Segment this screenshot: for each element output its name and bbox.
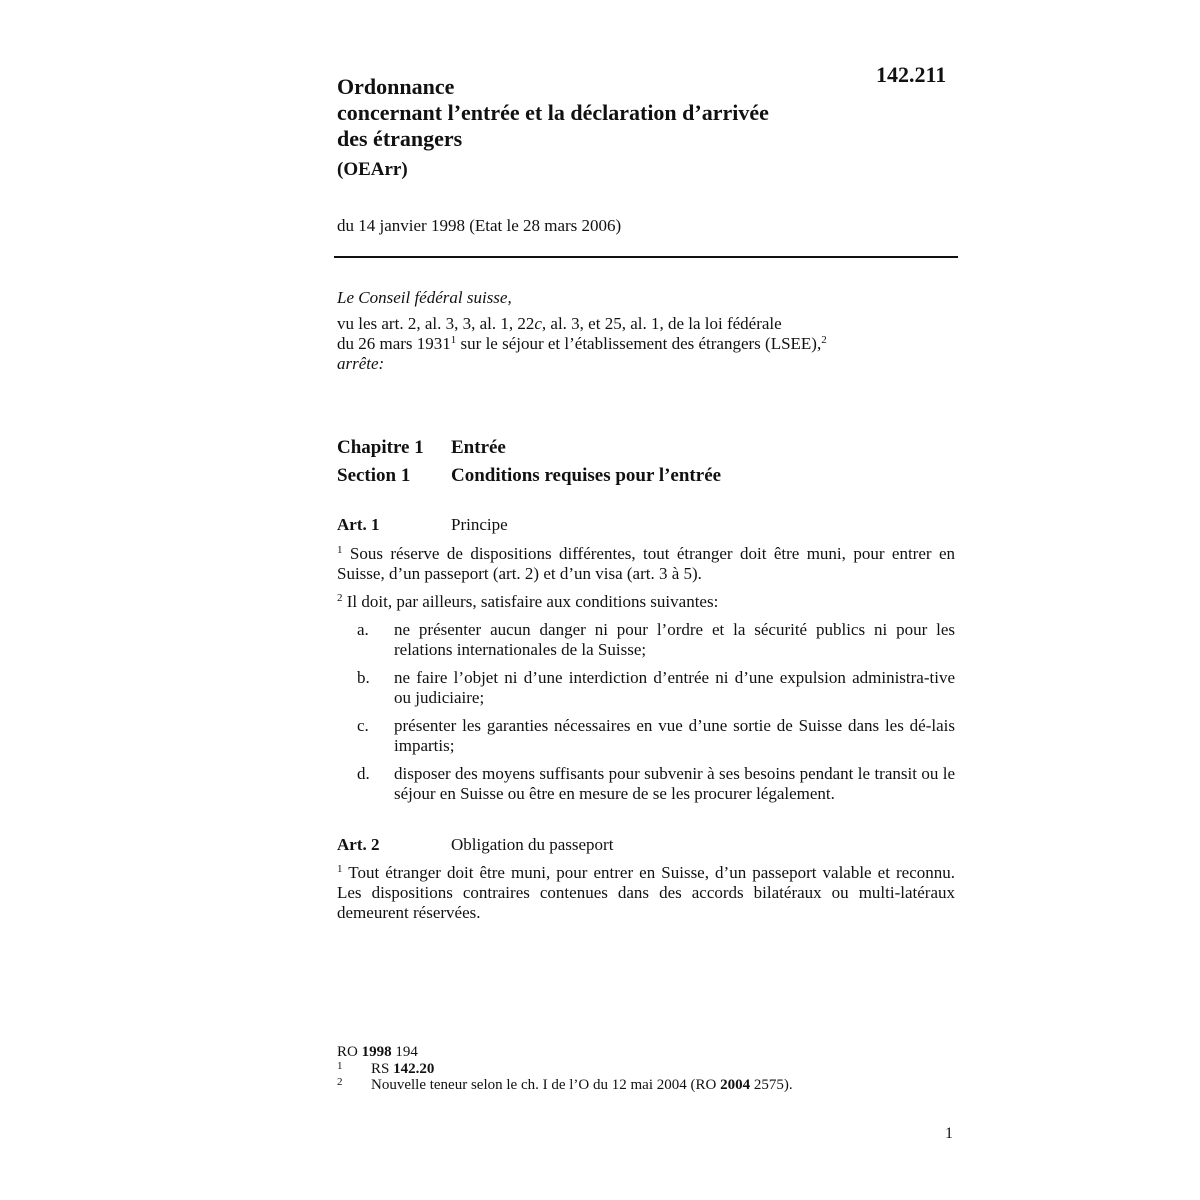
paragraph — [337, 592, 955, 612]
paragraph-number: 1 — [337, 544, 343, 556]
legal-basis — [337, 314, 957, 354]
chapter-title: Entrée — [451, 437, 506, 458]
ro-year: 1998 — [361, 1044, 392, 1060]
legal-basis-italic-letter: c — [534, 314, 542, 333]
header-divider — [334, 256, 958, 258]
page-number: 1 — [945, 1125, 953, 1142]
conditions-list — [337, 620, 955, 804]
paragraph-text: Il doit, par ailleurs, satisfaire aux conditions suivantes: — [342, 592, 719, 611]
legal-basis-text: sur le séjour et l’établissement des étrangers (LSEE), — [456, 334, 822, 353]
list-item-text: disposer des moyens suffisants pour subvenir à ses besoins pendant le transit ou le séjour en Suisse ou être en mesure de se les procurer légalement. — [394, 764, 955, 803]
list-item-letter: b. — [357, 668, 370, 687]
paragraph-number: 1 — [337, 863, 343, 875]
section-title: Conditions requises pour l’entrée — [451, 465, 722, 486]
footnote — [337, 1077, 957, 1093]
preamble — [337, 288, 957, 374]
article-number: Art. 1 — [337, 515, 380, 534]
footnotes — [337, 1044, 957, 1093]
paragraph-number: 2 — [337, 592, 343, 604]
paragraph-text: Tout étranger doit être muni, pour entrer en Suisse, d’un passeport valable et reconnu. Les dispositions contraires contenues dans des accords bilatéraux ou multi-latéraux demeurent réservées. — [337, 863, 955, 922]
list-item-letter: c. — [357, 716, 369, 735]
footnote-reference-bold: 2004 — [720, 1077, 751, 1093]
official-compilation-reference — [337, 1044, 957, 1060]
article-2-body — [337, 863, 955, 931]
footnote-reference[interactable]: 2 — [821, 334, 827, 346]
list-item-text: ne présenter aucun danger ni pour l’ordre et la sécurité publics ni pour les relations internationales de la Suisse; — [394, 620, 955, 659]
title-line: concernant l’entrée et la déclaration d’arrivée — [337, 100, 769, 125]
enacting-authority: Le Conseil fédéral suisse, — [337, 288, 512, 307]
footnote-text: RS — [371, 1061, 394, 1077]
decrees-line: arrête: — [337, 354, 385, 373]
article-title: Obligation du passeport — [451, 835, 614, 854]
sr-number: 142.211 — [876, 62, 947, 87]
ro-page: 194 — [391, 1044, 418, 1060]
ro-prefix: RO — [337, 1044, 362, 1060]
article-number: Art. 2 — [337, 835, 380, 854]
list-item — [337, 620, 955, 660]
chapter-number: Chapitre 1 — [337, 437, 424, 458]
paragraph-text: Sous réserve de dispositions différentes, tout étranger doit être muni, pour entrer en Suisse, d’un passeport (art. 2) et d’un visa (art. 3 à 5). — [337, 544, 955, 583]
footnote-text: Nouvelle teneur selon le ch. I de l’O du 12 mai 2004 (RO — [371, 1077, 721, 1093]
list-item-text: présenter les garanties nécessaires en vue d’une sortie de Suisse dans les dé-lais impartis; — [394, 716, 955, 755]
list-item — [337, 764, 955, 804]
paragraph — [337, 544, 955, 584]
title-line: Ordonnance — [337, 74, 455, 99]
title-abbreviation: (OEArr) — [337, 159, 408, 180]
article-1-body — [337, 544, 955, 812]
paragraph — [337, 863, 955, 923]
article-title: Principe — [451, 515, 508, 534]
list-item-text: ne faire l’objet ni d’une interdiction d’entrée ni d’une expulsion administra-tive ou judiciaire; — [394, 668, 955, 707]
list-item-letter: d. — [357, 764, 370, 783]
footnote-reference-bold: 142.20 — [393, 1061, 435, 1077]
footnote — [337, 1061, 957, 1077]
footnote-number: 1 — [337, 1060, 343, 1072]
legal-basis-text: , al. 3, et 25, al. 1, de la loi fédérale — [541, 314, 782, 333]
footnote-reference[interactable]: 1 — [450, 334, 457, 346]
list-item — [337, 716, 955, 756]
legal-basis-text: vu les art. 2, al. 3, 3, al. 1, 22 — [337, 314, 535, 333]
list-item — [337, 668, 955, 708]
ordinance-date: du 14 janvier 1998 (Etat le 28 mars 2006) — [337, 216, 622, 235]
footnote-number: 2 — [337, 1076, 343, 1088]
legal-basis-text: du 26 mars 1931 — [337, 334, 451, 353]
list-item-letter: a. — [357, 620, 369, 639]
footnote-text: 2575). — [750, 1077, 793, 1093]
section-number: Section 1 — [337, 465, 411, 486]
ordinance-title — [337, 74, 857, 182]
title-line: des étrangers — [337, 126, 463, 151]
